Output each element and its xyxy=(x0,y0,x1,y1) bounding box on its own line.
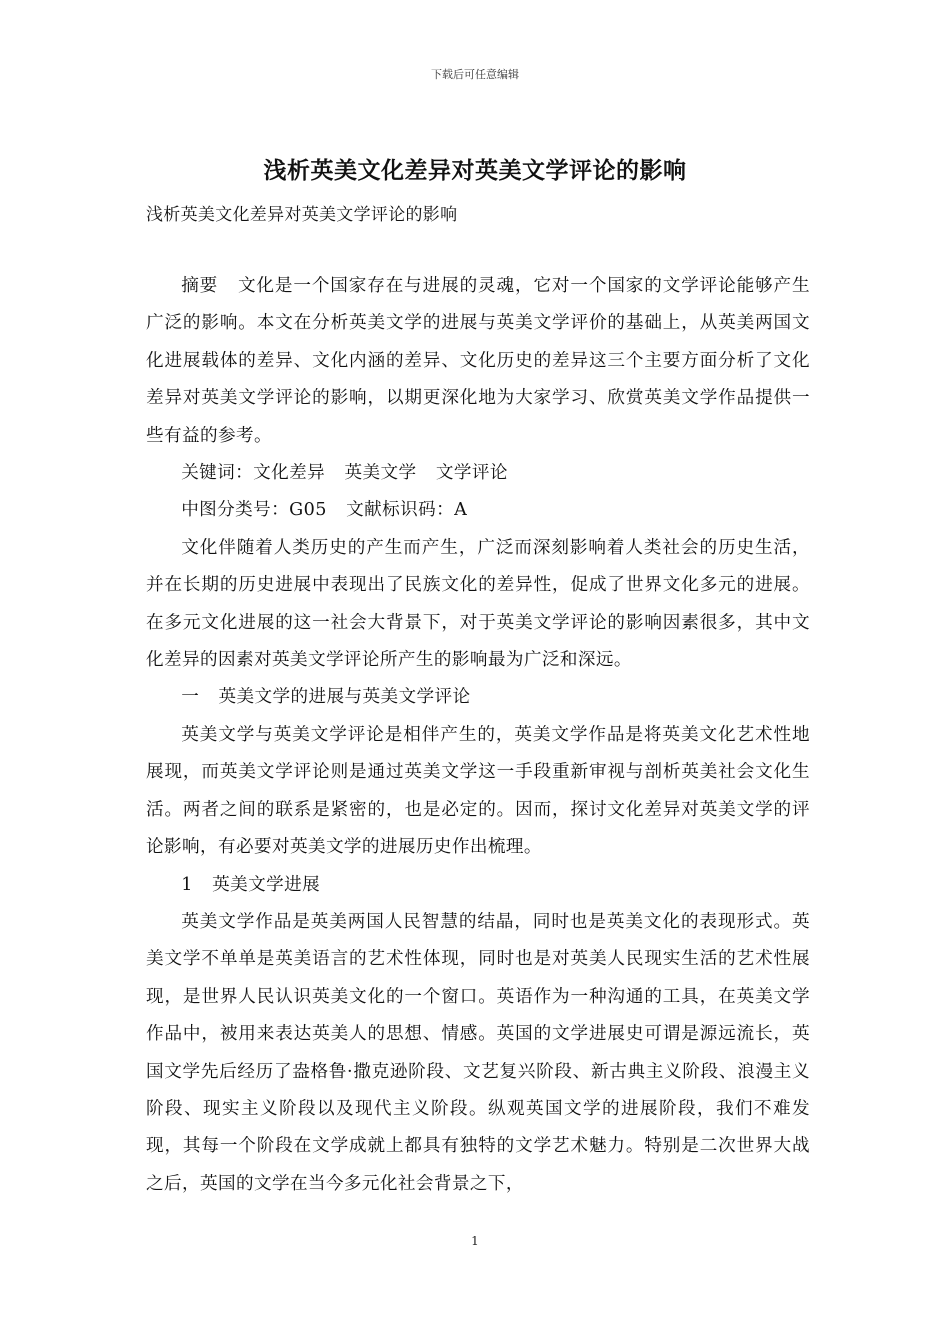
abstract-paragraph xyxy=(146,268,810,455)
intro-paragraph: 文化伴随着人类历史的产生而产生，广泛而深刻影响着人类社会的历史生活，并在长期的历史进展中表现出了民族文化的差异性，促成了世界文化多元的进展。在多元文化进展的这一社会大背景下，对于英美文学评论的影响因素很多，其中文化差异的因素对英美文学评论所产生的影响最为广泛和深远。 xyxy=(146,537,810,671)
subsection-number: 1 xyxy=(181,874,193,895)
section-number: 一 xyxy=(181,687,200,708)
abstract-text: 文化是一个国家存在与进展的灵魂，它对一个国家的文学评论能够产生广泛的影响。本文在分析英美文学的进展与英美文学评价的基础上，从英美两国文化进展载体的差异、文化内涵的差异、文化历史的差异这三个主要方面分析了文化差异对英美文学评论的影响，以期更深化地为大家学习、欣赏英美文学作品提供一些有益的参考。 xyxy=(146,276,810,446)
subsection-paragraph: 英美文学作品是英美两国人民智慧的结晶，同时也是英美文化的表现形式。英美文学不单单是英美语言的艺术性体现，同时也是对英美人民现实生活的艺术性展现，是世界人民认识英美文化的一个窗口。英语作为一种沟通的工具，在英美文学作品中，被用来表达英美人的思想、情感。英国的文学进展史可谓是源远流长，英国文学先后经历了盎格鲁·撒克逊阶段、文艺复兴阶段、新古典主义阶段、浪漫主义阶段、现实主义阶段以及现代主义阶段。纵观英国文学的进展阶段，我们不难发现，其每一个阶段在文学成就上都具有独特的文学艺术魅力。特别是二次世界大战之后，英国的文学在当今多元化社会背景之下， xyxy=(146,911,810,1194)
classification-line xyxy=(146,492,810,529)
keywords-label: 关键词： xyxy=(181,463,254,484)
subsection-heading xyxy=(146,867,810,904)
page-number: 1 xyxy=(471,1234,479,1248)
page-title: 浅析英美文化差异对英美文学评论的影响 xyxy=(263,158,687,184)
doc-code-value: A xyxy=(454,500,468,521)
keywords-line xyxy=(146,455,810,492)
keyword: 文化差异 xyxy=(253,463,326,484)
document-body xyxy=(146,268,810,1203)
clc-value: G05 xyxy=(289,500,327,521)
keyword: 英美文学 xyxy=(344,463,417,484)
doc-code-label: 文献标识码： xyxy=(346,500,455,521)
section-heading xyxy=(146,679,810,716)
section-paragraph: 英美文学与英美文学评论是相伴产生的，英美文学作品是将英美文化艺术性地展现，而英美文学评论则是通过英美文学这一手段重新审视与剖析英美社会文化生活。两者之间的联系是紧密的，也是必定的。因而，探讨文化差异对英美文学的评论影响，有必要对英美文学的进展历史作出梳理。 xyxy=(146,724,810,858)
subsection-heading-text: 英美文学进展 xyxy=(212,874,321,895)
abstract-label: 摘要 xyxy=(181,276,219,296)
section-heading-text: 英美文学的进展与英美文学评论 xyxy=(218,687,471,708)
keyword: 文学评论 xyxy=(435,463,508,484)
page-subtitle: 浅析英美文化差异对英美文学评论的影响 xyxy=(146,205,458,225)
clc-label: 中图分类号： xyxy=(181,500,290,521)
header-note: 下载后可任意编辑 xyxy=(431,68,519,81)
